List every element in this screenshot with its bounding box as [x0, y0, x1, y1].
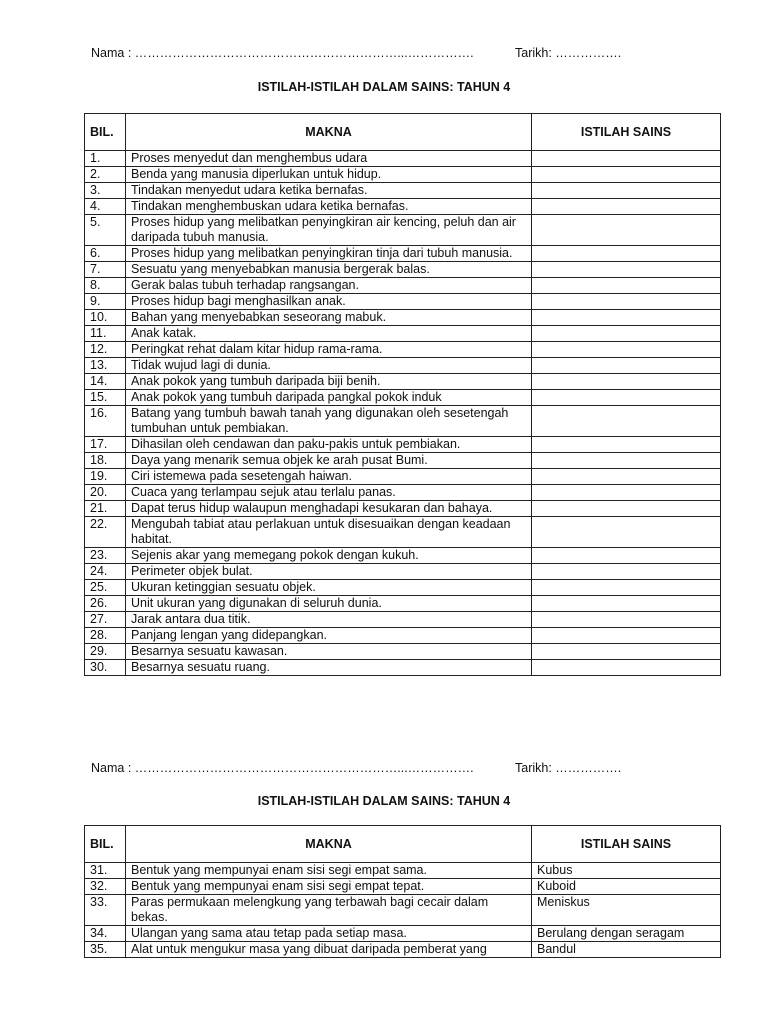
science-term-cell[interactable] — [532, 596, 721, 612]
meaning-cell: Cuaca yang terlampau sejuk atau terlalu panas. — [126, 485, 532, 501]
table-row — [85, 612, 721, 628]
column-header-makna: MAKNA — [126, 114, 532, 151]
meaning-cell: Ciri istemewa pada sesetengah haiwan. — [126, 469, 532, 485]
table-row — [85, 406, 721, 437]
name-date-line — [91, 46, 622, 60]
terms-table-2 — [84, 825, 721, 958]
row-number: 24. — [85, 564, 126, 580]
table-row — [85, 215, 721, 246]
science-term-cell[interactable] — [532, 310, 721, 326]
science-term-cell[interactable] — [532, 151, 721, 167]
meaning-cell: Paras permukaan melengkung yang terbawah bagi cecair dalam bekas. — [126, 895, 532, 926]
science-term-cell[interactable] — [532, 453, 721, 469]
science-term-cell[interactable] — [532, 485, 721, 501]
meaning-cell: Sesuatu yang menyebabkan manusia bergerak balas. — [126, 262, 532, 278]
table-row — [85, 517, 721, 548]
meaning-cell: Bahan yang menyebabkan seseorang mabuk. — [126, 310, 532, 326]
meaning-cell: Dihasilan oleh cendawan dan paku-pakis untuk pembiakan. — [126, 437, 532, 453]
row-number: 15. — [85, 390, 126, 406]
table-row — [85, 644, 721, 660]
row-number: 5. — [85, 215, 126, 246]
row-number: 26. — [85, 596, 126, 612]
meaning-cell: Proses hidup bagi menghasilkan anak. — [126, 294, 532, 310]
table-row — [85, 879, 721, 895]
row-number: 19. — [85, 469, 126, 485]
column-header-istilah: ISTILAH SAINS — [532, 114, 721, 151]
row-number: 10. — [85, 310, 126, 326]
science-term-cell[interactable] — [532, 580, 721, 596]
row-number: 7. — [85, 262, 126, 278]
terms-table-1 — [84, 113, 721, 676]
row-number: 34. — [85, 926, 126, 942]
name-date-line-2 — [91, 761, 622, 775]
meaning-cell: Alat untuk mengukur masa yang dibuat daripada pemberat yang — [126, 942, 532, 958]
table-row — [85, 390, 721, 406]
table-row — [85, 326, 721, 342]
meaning-cell: Panjang lengan yang didepangkan. — [126, 628, 532, 644]
table-row — [85, 895, 721, 926]
row-number: 8. — [85, 278, 126, 294]
meaning-cell: Sejenis akar yang memegang pokok dengan kukuh. — [126, 548, 532, 564]
science-term-cell[interactable]: Bandul — [532, 942, 721, 958]
table-row — [85, 580, 721, 596]
science-term-cell[interactable] — [532, 262, 721, 278]
science-term-cell[interactable] — [532, 406, 721, 437]
science-term-cell[interactable] — [532, 660, 721, 676]
table-row — [85, 374, 721, 390]
table-row — [85, 342, 721, 358]
table-row — [85, 167, 721, 183]
row-number: 9. — [85, 294, 126, 310]
column-header-makna: MAKNA — [126, 826, 532, 863]
row-number: 20. — [85, 485, 126, 501]
science-term-cell[interactable]: Kubus — [532, 863, 721, 879]
meaning-cell: Daya yang menarik semua objek ke arah pusat Bumi. — [126, 453, 532, 469]
meaning-cell: Anak pokok yang tumbuh daripada biji benih. — [126, 374, 532, 390]
row-number: 1. — [85, 151, 126, 167]
column-header-bil: BIL. — [85, 114, 126, 151]
science-term-cell[interactable] — [532, 390, 721, 406]
science-term-cell[interactable] — [532, 215, 721, 246]
table-row — [85, 262, 721, 278]
table-row — [85, 660, 721, 676]
row-number: 27. — [85, 612, 126, 628]
table-row — [85, 628, 721, 644]
table-row — [85, 942, 721, 958]
meaning-cell: Dapat terus hidup walaupun menghadapi kesukaran dan bahaya. — [126, 501, 532, 517]
name-field-label: Nama : ………………………………………………………...……………. — [91, 46, 474, 60]
row-number: 31. — [85, 863, 126, 879]
table-row — [85, 151, 721, 167]
science-term-cell[interactable] — [532, 374, 721, 390]
meaning-cell: Mengubah tabiat atau perlakuan untuk disesuaikan dengan keadaan habitat. — [126, 517, 532, 548]
meaning-cell: Proses hidup yang melibatkan penyingkiran air kencing, peluh dan air daripada tubuh manusia. — [126, 215, 532, 246]
row-number: 18. — [85, 453, 126, 469]
science-term-cell[interactable] — [532, 628, 721, 644]
meaning-cell: Ulangan yang sama atau tetap pada setiap masa. — [126, 926, 532, 942]
column-header-bil: BIL. — [85, 826, 126, 863]
meaning-cell: Gerak balas tubuh terhadap rangsangan. — [126, 278, 532, 294]
row-number: 12. — [85, 342, 126, 358]
science-term-cell[interactable] — [532, 326, 721, 342]
row-number: 33. — [85, 895, 126, 926]
worksheet-title-2: ISTILAH-ISTILAH DALAM SAINS: TAHUN 4 — [257, 794, 511, 808]
table-row — [85, 863, 721, 879]
table-row — [85, 596, 721, 612]
row-number: 28. — [85, 628, 126, 644]
science-term-cell[interactable] — [532, 612, 721, 628]
science-term-cell[interactable] — [532, 469, 721, 485]
science-term-cell[interactable] — [532, 278, 721, 294]
table-row — [85, 183, 721, 199]
meaning-cell: Ukuran ketinggian sesuatu objek. — [126, 580, 532, 596]
science-term-cell[interactable] — [532, 358, 721, 374]
science-term-cell[interactable] — [532, 564, 721, 580]
row-number: 14. — [85, 374, 126, 390]
row-number: 23. — [85, 548, 126, 564]
table-row — [85, 926, 721, 942]
science-term-cell[interactable] — [532, 167, 721, 183]
date-field-label: Tarikh: ……………. — [515, 761, 622, 775]
meaning-cell: Proses menyedut dan menghembus udara — [126, 151, 532, 167]
date-field-label: Tarikh: ……………. — [515, 46, 622, 60]
table-row — [85, 501, 721, 517]
science-term-cell[interactable] — [532, 183, 721, 199]
science-term-cell[interactable] — [532, 246, 721, 262]
row-number: 30. — [85, 660, 126, 676]
table-row — [85, 548, 721, 564]
meaning-cell: Tidak wujud lagi di dunia. — [126, 358, 532, 374]
row-number: 4. — [85, 199, 126, 215]
table-row — [85, 246, 721, 262]
meaning-cell: Jarak antara dua titik. — [126, 612, 532, 628]
science-term-cell[interactable] — [532, 199, 721, 215]
science-term-cell[interactable] — [532, 437, 721, 453]
science-term-cell[interactable] — [532, 548, 721, 564]
row-number: 32. — [85, 879, 126, 895]
science-term-cell[interactable] — [532, 517, 721, 548]
row-number: 35. — [85, 942, 126, 958]
table-row — [85, 453, 721, 469]
meaning-cell: Perimeter objek bulat. — [126, 564, 532, 580]
meaning-cell: Bentuk yang mempunyai enam sisi segi empat tepat. — [126, 879, 532, 895]
table-row — [85, 485, 721, 501]
meaning-cell: Tindakan menghembuskan udara ketika bernafas. — [126, 199, 532, 215]
science-term-cell[interactable] — [532, 644, 721, 660]
row-number: 11. — [85, 326, 126, 342]
science-term-cell[interactable] — [532, 501, 721, 517]
science-term-cell[interactable]: Kuboid — [532, 879, 721, 895]
row-number: 16. — [85, 406, 126, 437]
table-row — [85, 564, 721, 580]
row-number: 3. — [85, 183, 126, 199]
meaning-cell: Anak pokok yang tumbuh daripada pangkal pokok induk — [126, 390, 532, 406]
meaning-cell: Proses hidup yang melibatkan penyingkiran tinja dari tubuh manusia. — [126, 246, 532, 262]
worksheet-title: ISTILAH-ISTILAH DALAM SAINS: TAHUN 4 — [257, 80, 511, 94]
table-row — [85, 358, 721, 374]
table-header-row — [85, 114, 721, 151]
row-number: 17. — [85, 437, 126, 453]
meaning-cell: Besarnya sesuatu kawasan. — [126, 644, 532, 660]
meaning-cell: Tindakan menyedut udara ketika bernafas. — [126, 183, 532, 199]
science-term-cell[interactable] — [532, 342, 721, 358]
meaning-cell: Batang yang tumbuh bawah tanah yang digunakan oleh sesetengah tumbuhan untuk pembiakan. — [126, 406, 532, 437]
row-number: 13. — [85, 358, 126, 374]
science-term-cell[interactable]: Berulang dengan seragam — [532, 926, 721, 942]
science-term-cell[interactable]: Meniskus — [532, 895, 721, 926]
meaning-cell: Anak katak. — [126, 326, 532, 342]
row-number: 25. — [85, 580, 126, 596]
row-number: 29. — [85, 644, 126, 660]
table-row — [85, 469, 721, 485]
meaning-cell: Benda yang manusia diperlukan untuk hidup. — [126, 167, 532, 183]
row-number: 6. — [85, 246, 126, 262]
row-number: 22. — [85, 517, 126, 548]
science-term-cell[interactable] — [532, 294, 721, 310]
table-header-row — [85, 826, 721, 863]
table-row — [85, 437, 721, 453]
meaning-cell: Besarnya sesuatu ruang. — [126, 660, 532, 676]
table-row — [85, 199, 721, 215]
row-number: 21. — [85, 501, 126, 517]
table-row — [85, 294, 721, 310]
meaning-cell: Unit ukuran yang digunakan di seluruh dunia. — [126, 596, 532, 612]
meaning-cell: Peringkat rehat dalam kitar hidup rama-rama. — [126, 342, 532, 358]
table-row — [85, 310, 721, 326]
table-row — [85, 278, 721, 294]
row-number: 2. — [85, 167, 126, 183]
column-header-istilah: ISTILAH SAINS — [532, 826, 721, 863]
meaning-cell: Bentuk yang mempunyai enam sisi segi empat sama. — [126, 863, 532, 879]
name-field-label: Nama : ………………………………………………………...……………. — [91, 761, 474, 775]
